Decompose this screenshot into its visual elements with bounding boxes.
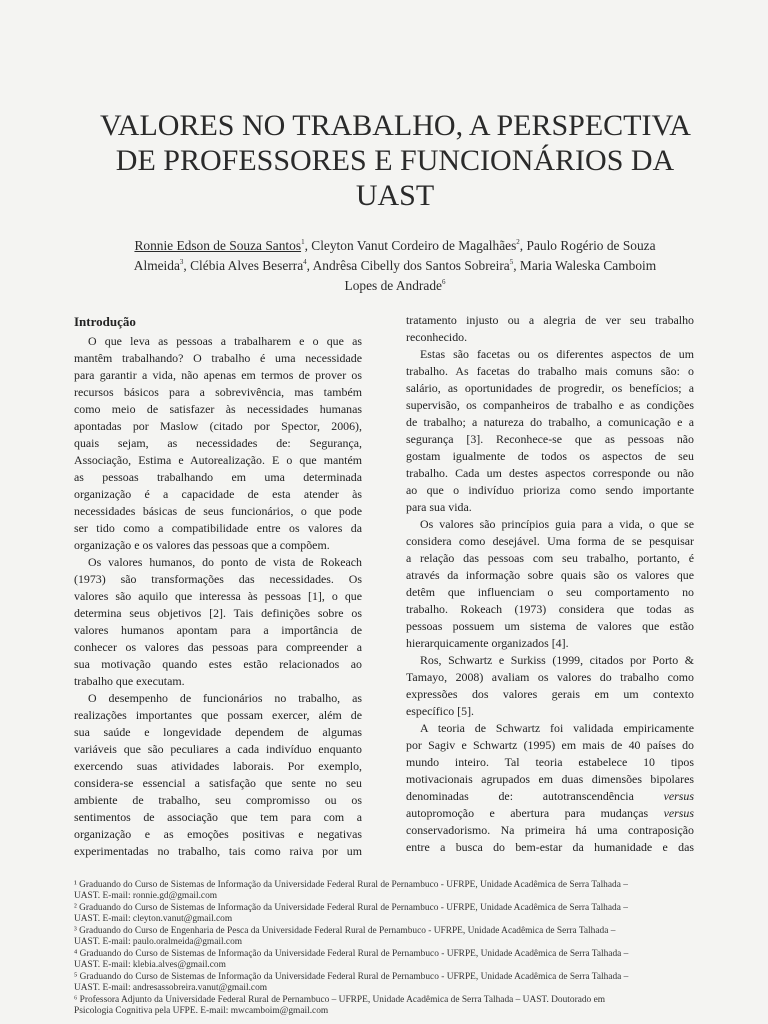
text-line: expressões dos valores gerais em um contexto (406, 687, 694, 701)
footnote-line (74, 995, 694, 1006)
text-line: tratamento injusto ou a alegria de ver seu trabalho (406, 313, 694, 327)
text-line: a relação das pessoas com seu trabalho, portanto, é (406, 551, 694, 565)
footnote-mark: ⁴ (74, 949, 78, 959)
footnotes (74, 880, 694, 1018)
footnote-line: UAST. E-mail: cleyton.vanut@gmail.com (74, 914, 233, 924)
text-line: segurança [3]. Reconhece-se que as pessoas não (406, 432, 694, 446)
text-segment: autopromoção e abertura para mudanças (406, 806, 649, 820)
text-line: experimentadas no trabalho, tais como raiva por um (74, 844, 362, 858)
text-line: como meio de satisfazer às necessidades humanas (74, 402, 362, 416)
text-line: determina seus objetivos [2]. Tais definições sobre os (74, 606, 362, 620)
text-line: sentimentos de associação que tem para com a (74, 810, 362, 824)
text-line: pessoas possuem um sistema de valores que estão (406, 619, 694, 633)
text-line: ao que o indivíduo prioriza como sendo importante (406, 483, 694, 497)
footnote-ref: 4 (303, 258, 307, 266)
text-line: as pessoas trabalhando em uma determinada (74, 470, 362, 484)
footnote-mark: ³ (74, 926, 77, 936)
text-line: Os valores são princípios guia para a vida, o que se (420, 517, 694, 531)
text-line: trabalho. As facetas do trabalho mais comuns são: o (406, 364, 694, 378)
footnote-line (74, 972, 694, 983)
footnote-ref: 1 (301, 238, 305, 246)
text-line: detêm que influenciam o seu comportamento no (406, 585, 694, 599)
author-line (96, 236, 694, 256)
author-name: , Andrêsa Cibelly dos Santos Sobreira (306, 258, 510, 273)
author-name: , Cleyton Vanut Cordeiro de Magalhães (304, 238, 517, 253)
footnote-line: Psicologia Cognitiva pela UFPE. E-mail: mwcamboim@gmail.com (74, 1006, 329, 1016)
text-line: Estas são facetas ou os diferentes aspectos de um (420, 347, 694, 361)
text-line: organização e as emoções positivas e negativas (74, 827, 362, 841)
footnote-mark: ⁶ (74, 995, 78, 1005)
text-line: necessidades básicas de seus funcionários, o que pode (74, 504, 362, 518)
footnote-ref: 6 (441, 278, 446, 286)
author-line (96, 256, 694, 276)
text-line: específico [5]. (406, 704, 475, 718)
text-line: sua motivação quando estes estão relacionados ao (74, 657, 362, 671)
text-line: recursos básicos para a sobrevivência, mas também (74, 385, 362, 399)
text-line: variáveis que são peculiares a cada indivíduo enquanto (74, 742, 362, 756)
author-name: Almeida (133, 258, 180, 273)
text-line: entre a busca do bem-estar da humanidade e das (406, 840, 694, 854)
text-line: exercendo suas atividades laborais. Por exemplo, (74, 759, 362, 773)
footnote-line: UAST. E-mail: paulo.oralmeida@gmail.com (74, 937, 243, 947)
footnote-ref: 2 (516, 238, 520, 246)
title-line: VALORES NO TRABALHO, A PERSPECTIVA (100, 109, 691, 142)
text-line: quais sejam, as necessidades de: Segurança, (74, 436, 362, 450)
text-line: O que leva as pessoas a trabalharem e o que as (88, 334, 362, 348)
text-line: conhecer os valores das pessoas para compreender a (74, 640, 362, 654)
text-line: através da informação sobre quais são os valores que (406, 568, 694, 582)
text-line: motivacionais agrupados em duas dimensões bipolares (406, 772, 694, 786)
text-line: valores humanos apontam para a importância de (74, 623, 362, 637)
author-name: , Maria Waleska Camboim (513, 258, 657, 273)
text-line: ambiente de trabalho, seu compromisso ou os (74, 793, 362, 807)
footnote (74, 903, 694, 925)
left-column (74, 312, 362, 860)
footnote-line: UAST. E-mail: andresassobreira.vanut@gmail.com (74, 983, 268, 993)
first-author-name: Ronnie Edson de Souza Santos (134, 238, 302, 253)
text-line: mundo inteiro. Tal teoria estabelece 10 tipos (406, 755, 694, 769)
footnote (74, 880, 694, 902)
text-line: supervisão, os companheiros de trabalho e as condições (406, 398, 694, 412)
footnote-ref: 5 (509, 258, 514, 266)
footnote-text: Graduando do Curso de Engenharia de Pesca da Universidade Federal Rural de Pernambuco - UFRPE, Unidade Acadêmica de Serra Talhada – (76, 926, 616, 936)
text-line: O desempenho de funcionários no trabalho, as (88, 691, 362, 705)
footnote (74, 949, 694, 971)
footnote-text: Professora Adjunto da Universidade Federal Rural de Pernambuco – UFRPE, Unidade Acadêmica de Serra Talhada – UAST. Doutorado em (77, 995, 606, 1005)
text-line: reconhecido. (406, 330, 468, 344)
footnote-line (74, 880, 694, 891)
text-segment: denominadas de: autotranscendência (406, 789, 634, 803)
text-line: realizações importantes que possam exercer, além de (74, 708, 362, 722)
text-line: considera-se essencial a satisfação que sente no seu (74, 776, 362, 790)
text-line: salário, as oportunidades de progredir, os benefícios; a (406, 381, 694, 395)
footnote (74, 972, 694, 994)
footnote (74, 926, 694, 948)
text-line: organização é a capacidade de esta atender às (74, 487, 362, 501)
text-line: Tamayo, 2008) avaliam os valores do trabalho como (406, 670, 694, 684)
text-line (406, 788, 694, 805)
text-line: Ros, Schwartz e Surkiss (1999, citados por Porto & (420, 653, 694, 667)
text-line: considera como desejável. Uma forma de se pesquisar (406, 534, 694, 548)
author-name: , Paulo Rogério de Souza (519, 238, 656, 253)
text-line: hierarquicamente organizados [4]. (406, 636, 569, 650)
footnote-line: UAST. E-mail: klebia.alves@gmail.com (74, 960, 226, 970)
text-line: trabalho. Rokeach (1973) considera que todas as (406, 602, 694, 616)
text-line: gostam igualmente de todos os aspectos de seu (406, 449, 694, 463)
footnote-ref: 3 (179, 258, 184, 266)
italic-term: versus (663, 789, 694, 803)
author-line (96, 276, 694, 296)
right-column (406, 312, 694, 856)
footnote-line: UAST. E-mail: ronnie.gd@gmail.com (74, 891, 218, 901)
footnote-line (74, 949, 694, 960)
text-line (406, 805, 694, 822)
author-name: , Clébia Alves Beserra (183, 258, 304, 273)
text-line: ser tido como a compatibilidade entre os valores da (74, 521, 362, 535)
text-line: A teoria de Schwartz foi validada empiricamente (420, 721, 694, 735)
section-heading: Introdução (74, 314, 136, 329)
text-line: apontadas por Maslow (citado por Spector, 2006), (74, 419, 362, 433)
footnote-text: Graduando do Curso de Sistemas de Informação da Universidade Federal Rural de Pernambuco - UFRPE, Unidade Acadêmica de Serra Talhada – (77, 972, 629, 982)
footnote-line (74, 903, 694, 914)
text-line: valores são aquilo que interessa às pessoas [1], o que (74, 589, 362, 603)
paper-title (100, 108, 690, 213)
text-line: sua saúde e longevidade dependem de algumas (74, 725, 362, 739)
text-line: conservadorismo. Na primeira há uma contraposição (406, 823, 694, 837)
text-line: organização e os valores das pessoas que a compõem. (74, 538, 330, 552)
footnote-text: Graduando do Curso de Sistemas de Informação da Universidade Federal Rural de Pernambuco - UFRPE, Unidade Acadêmica de Serra Talhada – (77, 949, 629, 959)
title-line: UAST (355, 179, 435, 212)
text-line: para garantir a vida, não apenas em termos de prover os (74, 368, 362, 382)
author-name: Lopes de Andrade (344, 278, 442, 293)
italic-term: versus (663, 806, 694, 820)
footnote (74, 995, 694, 1017)
text-line: mantêm trabalhando? O trabalho é uma necessidade (74, 351, 362, 365)
text-line: trabalho. Cada um destes aspectos corresponde ou não (406, 466, 694, 480)
footnote-text: Graduando do Curso de Sistemas de Informação da Universidade Federal Rural de Pernambuco - UFRPE, Unidade Acadêmica de Serra Talhada – (76, 880, 628, 890)
text-line: Associação, Estima e Autorealização. E o que mantém (74, 453, 362, 467)
text-line: trabalho que executam. (74, 674, 185, 688)
text-line: (1973) são transformações das necessidades. Os (74, 572, 362, 586)
text-line: de trabalho; a natureza do trabalho, a comunicação e a (406, 415, 694, 429)
text-line: para sua vida. (406, 500, 472, 514)
footnote-line (74, 926, 694, 937)
text-line: por Sagiv e Schwartz (1995) em mais de 40 países do (406, 738, 694, 752)
title-line: DE PROFESSORES E FUNCIONÁRIOS DA (115, 144, 675, 177)
author-list (96, 236, 694, 296)
footnote-mark: ² (74, 903, 77, 913)
text-line: Os valores humanos, do ponto de vista de Rokeach (88, 555, 362, 569)
footnote-mark: ⁵ (74, 972, 78, 982)
footnote-text: Graduando do Curso de Sistemas de Informação da Universidade Federal Rural de Pernambuco - UFRPE, Unidade Acadêmica de Serra Talhada – (76, 903, 628, 913)
footnote-mark: ¹ (74, 880, 77, 890)
